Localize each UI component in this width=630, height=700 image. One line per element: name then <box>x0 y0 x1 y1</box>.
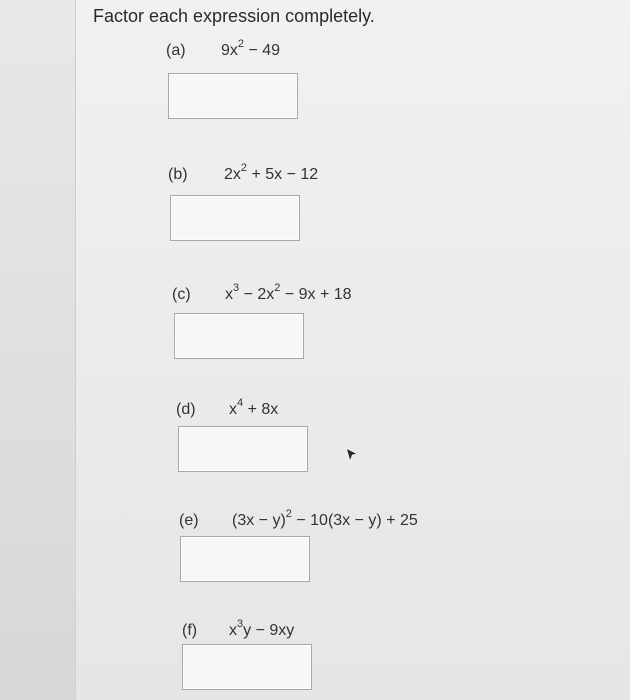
problem-expression: $x^3y - 9xy$ <box>229 617 295 639</box>
problem-expression: $x^4 + 8x$ <box>229 396 279 418</box>
problem-expression: $(3x - y)^2 - 10(3x - y) + 25$ <box>232 507 418 529</box>
problem-label: (a) <box>166 42 186 59</box>
answer-input-e[interactable] <box>180 536 310 582</box>
problem-label: (e) <box>179 512 199 529</box>
answer-input-f[interactable] <box>182 644 312 690</box>
answer-input-a[interactable] <box>168 73 298 119</box>
problem-label: (f) <box>182 622 198 639</box>
answer-input-c[interactable] <box>174 313 304 359</box>
mouse-pointer-icon <box>344 446 360 464</box>
answer-input-d[interactable] <box>178 426 308 472</box>
problem-expression: $x^3 - 2x^2 - 9x + 18$ <box>225 281 352 303</box>
worksheet-page <box>76 0 630 700</box>
problem-expression: $9x^2 - 49$ <box>221 37 281 59</box>
instruction-heading: Factor each expression completely. <box>93 6 375 26</box>
answer-input-b[interactable] <box>170 195 300 241</box>
problem-expression: $2x^2 + 5x - 12$ <box>224 161 319 183</box>
problem-label: (d) <box>176 401 196 418</box>
problem-label: (b) <box>168 166 188 183</box>
problem-label: (c) <box>172 286 191 303</box>
